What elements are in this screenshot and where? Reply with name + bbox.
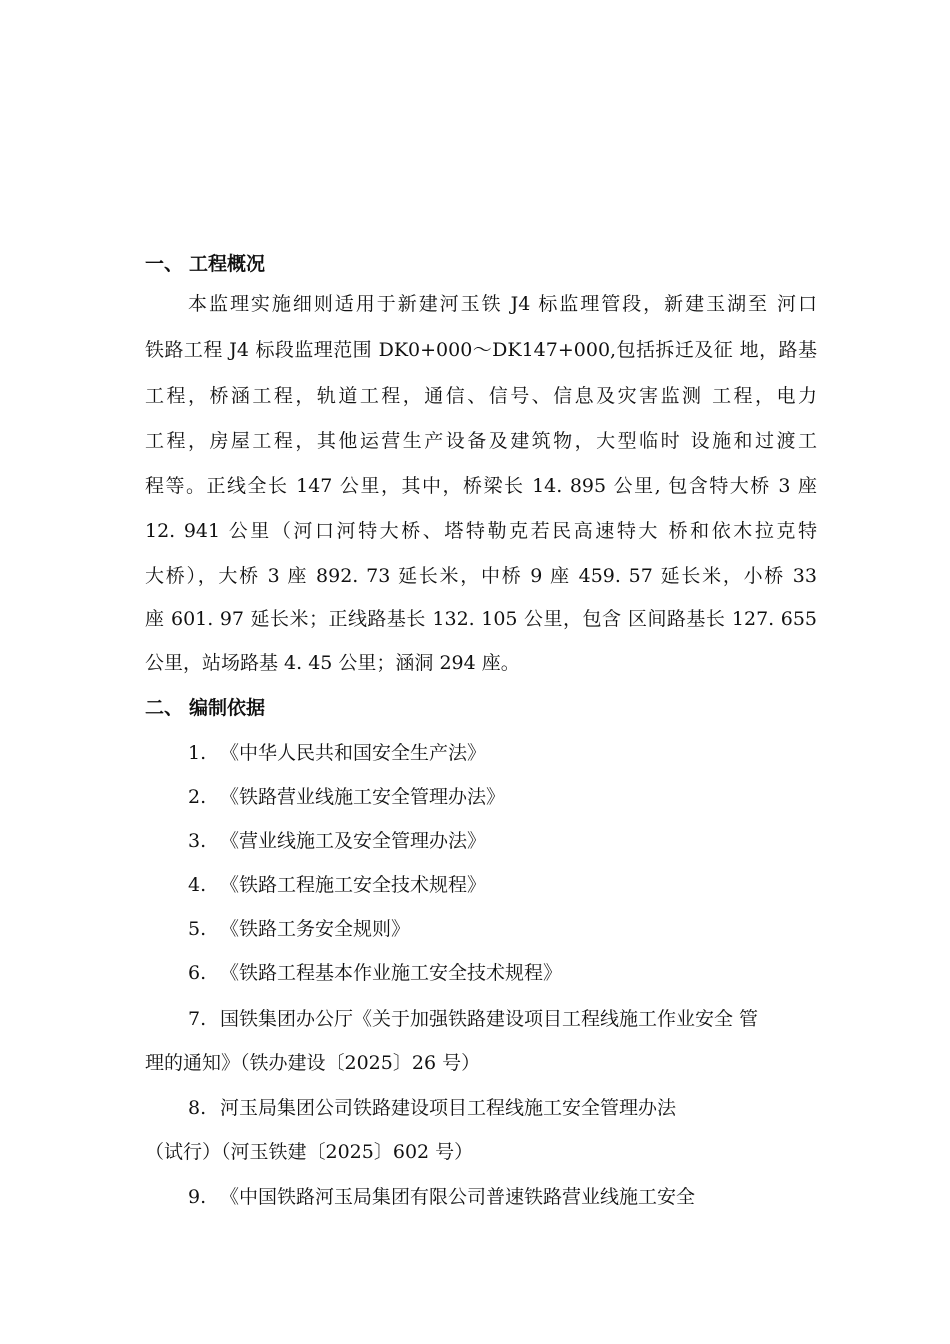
- list-item-continuation: 理的通知》（铁办建设〔2025〕26 号）: [145, 1052, 481, 1074]
- list-item: [188, 1005, 758, 1033]
- paragraph-line: 铁路工程 J4 标段监理范围 DK0+000〜DK147+000,包括拆迁及征 地，路基: [145, 339, 817, 361]
- section-number: 二、: [145, 697, 184, 719]
- list-item-number: 4.: [188, 874, 207, 896]
- list-item-text: 《铁路工程施工安全技术规程》: [220, 874, 487, 896]
- list-item-number: 1.: [188, 742, 207, 764]
- list-item-text: 《铁路工程基本作业施工安全技术规程》: [220, 962, 563, 984]
- list-item: [188, 871, 486, 899]
- paragraph-line: 大桥），大桥 3 座 892. 73 延长米，中桥 9 座 459. 57 延长米，小桥 33: [145, 565, 817, 587]
- list-item-text: 国铁集团办公厅《关于加强铁路建设项目工程线施工作业安全 管: [220, 1008, 759, 1030]
- section-heading-overview: [145, 250, 265, 278]
- section-title: 编制依据: [189, 697, 266, 719]
- list-item: [188, 1183, 695, 1211]
- list-item-number: 6.: [188, 962, 207, 984]
- section-heading-basis: [145, 694, 265, 722]
- list-item-number: 9.: [188, 1186, 207, 1208]
- section-number: 一、: [145, 253, 184, 275]
- list-item-text: 《铁路工务安全规则》: [220, 918, 411, 940]
- paragraph-line: 工程，桥涵工程，轨道工程，通信、信号、信息及灾害监测 工程，电力: [145, 385, 817, 407]
- list-item-text: 《中国铁路河玉局集团有限公司普速铁路营业线施工安全: [220, 1186, 696, 1208]
- paragraph-line: 12. 941 公里（河口河特大桥、塔特勒克若民高速特大 桥和依木拉克特: [145, 520, 817, 542]
- list-item-text: 《营业线施工及安全管理办法》: [220, 830, 487, 852]
- list-item-number: 3.: [188, 830, 207, 852]
- list-item-number: 2.: [188, 786, 207, 808]
- section-title: 工程概况: [189, 253, 266, 275]
- list-item-text: 《铁路营业线施工安全管理办法》: [220, 786, 506, 808]
- list-item: [188, 915, 410, 943]
- list-item-text: 《中华人民共和国安全生产法》: [220, 742, 487, 764]
- paragraph-line: 工程，房屋工程，其他运营生产设备及建筑物，大型临时 设施和过渡工: [145, 430, 817, 452]
- list-item: [188, 827, 486, 855]
- list-item: [188, 1094, 676, 1122]
- list-item-number: 8.: [188, 1097, 207, 1119]
- list-item-number: 7.: [188, 1008, 207, 1030]
- list-item: [188, 739, 486, 767]
- list-item: [188, 783, 505, 811]
- list-item-text: 河玉局集团公司铁路建设项目工程线施工安全管理办法: [220, 1097, 677, 1119]
- list-item-continuation: （试行）（河玉铁建〔2025〕602 号）: [145, 1141, 474, 1163]
- paragraph-line: 本监理实施细则适用于新建河玉铁 J4 标监理管段，新建玉湖至 河口: [188, 293, 817, 315]
- paragraph-line: 公里，站场路基 4. 45 公里；涵洞 294 座。: [145, 652, 520, 674]
- paragraph-line: 座 601. 97 延长米；正线路基长 132. 105 公里，包含 区间路基长 127. 655: [145, 608, 817, 630]
- list-item-number: 5.: [188, 918, 207, 940]
- paragraph-line: 程等。正线全长 147 公里，其中，桥梁长 14. 895 公里, 包含特大桥 3 座: [145, 475, 817, 497]
- list-item: [188, 959, 562, 987]
